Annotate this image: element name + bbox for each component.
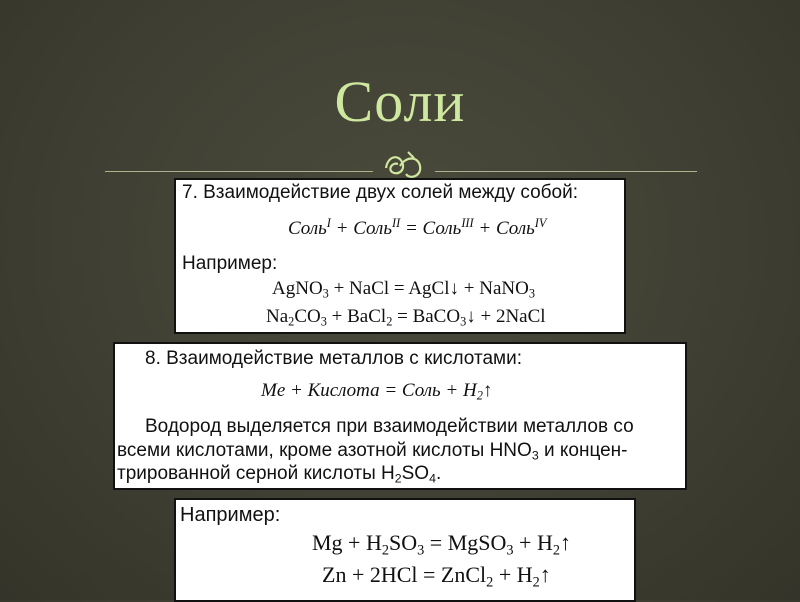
body-text-line: трированной серной кислоты $H_2SO_4$. [117,463,442,486]
example-label: Например: [182,253,278,274]
slide-title: Соли [334,69,466,134]
metal-acid-card [113,342,687,490]
example-equation: AgNO$_3$ + NaCl = AgCl↓ + NaNO$_3$ [272,278,535,301]
general-equation: Соль$^I$ + Соль$^{II}$ = Соль$^{III}$ + Соль$^{IV}$ [288,216,547,239]
body-text-line: Водород выделяется при взаимодействии металлов со [145,416,634,437]
body-text-line: всеми кислотами, кроме азотной кислоты $HNO_3$ и концен- [117,440,628,463]
precipitate-arrow-icon: ↓ [449,278,460,299]
example-equation: $Mg + H_2SO_3$ = MgSO$_3$ + $H_2↑$ [312,530,571,559]
example-label: Например: [180,504,281,526]
card-heading: 8. Взаимодействие металлов с кислотами: [145,348,522,369]
general-equation: Me + Кислота = Соль + $H_2↑$ [261,380,493,403]
example-equation: $Na_2CO_3$ + BaCl$_2$ = BaCO$_3$↓ + 2NaCl [266,306,546,329]
card-heading: 7. Взаимодействие двух солей между собой: [182,182,578,203]
title-divider-left [105,171,373,172]
metal-acid-examples-card [174,498,636,602]
gas-arrow-icon: ↑ [482,380,493,401]
precipitate-arrow-icon: ↓ [466,306,476,327]
gas-arrow-icon: ↑ [539,562,551,587]
title-divider-right [435,171,697,172]
example-equation: Zn + 2HCl = ZnCl$_2$ + $H_2↑$ [322,562,551,591]
salt-reaction-card [174,178,626,334]
gas-arrow-icon: ↑ [560,530,571,555]
